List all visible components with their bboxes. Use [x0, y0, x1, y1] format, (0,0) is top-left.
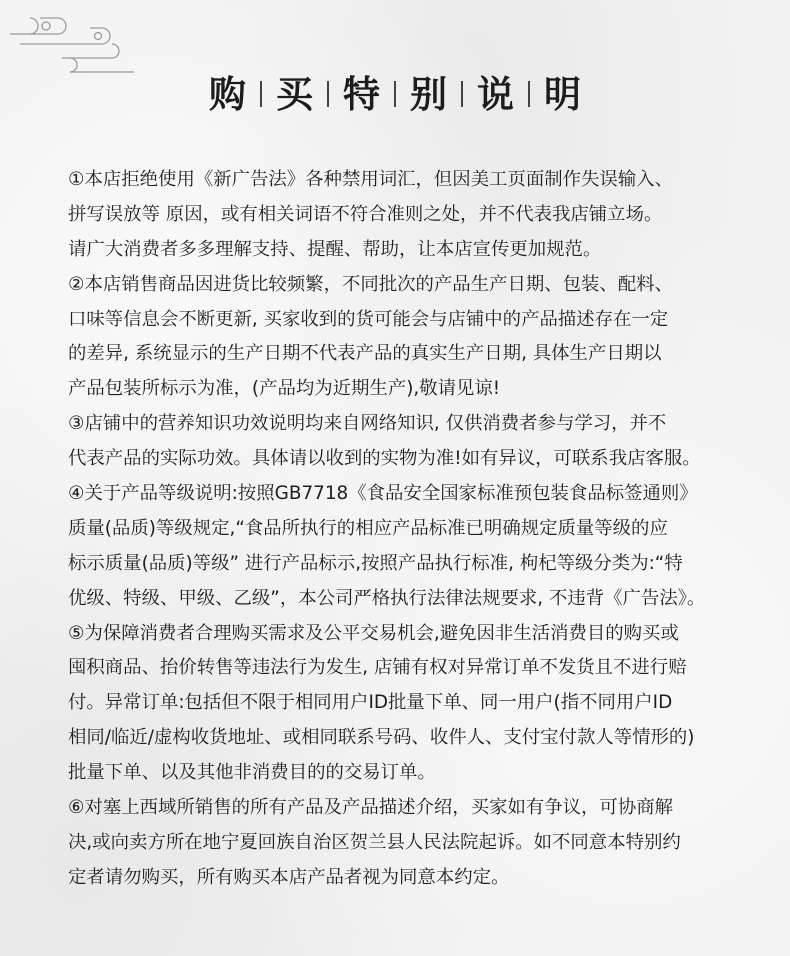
title-separator: [528, 81, 530, 107]
notice-line: 囤积商品、抬价转售等违法行为发生, 店铺有权对异常订单不发货且不进行赔: [68, 657, 687, 679]
notice-line: 决,或向卖方所在地宁夏回族自治区贺兰县人民法院起诉。如不同意本特别约: [68, 831, 681, 853]
notice-line: ⑥对塞上西域所销售的所有产品及产品描述介绍，买家如有争议，可协商解: [68, 797, 673, 819]
notice-line: 拼写误放等 原因，或有相关词语不符合准则之处，并不代表我店铺立场。: [68, 203, 663, 225]
notice-line: 标示质量(品质)等级” 进行产品标示,按照产品执行标准, 枸杞等级分类为:“特: [68, 552, 683, 574]
title-char: 说: [477, 72, 514, 116]
notice-line: 质量(品质)等级规定,“食品所执行的相应产品标准已明确规定质量等级的应: [68, 517, 668, 539]
title-char: 别: [410, 72, 447, 116]
notice-line: 定者请勿购买，所有购买本店产品者视为同意本约定。: [68, 866, 510, 888]
title-char: 明: [544, 72, 581, 116]
title-separator: [260, 81, 262, 107]
notice-line: 的差异, 系统显示的生产日期不代表产品的真实生产日期, 具体生产日期以: [68, 343, 662, 365]
notice-line: ⑤为保障消费者合理购买需求及公平交易机会,避免因非生活消费目的购买或: [68, 622, 679, 644]
title-char: 特: [343, 72, 380, 116]
title-separator: [394, 81, 396, 107]
page-title: [0, 64, 790, 124]
title-char: 购: [209, 72, 246, 116]
notice-line: 相同/临近/虚构收货地址、或相同联系号码、收件人、支付宝付款人等情形的): [68, 727, 695, 749]
notice-line: ②本店销售商品因进货比较频繁，不同批次的产品生产日期、包装、配料、: [68, 273, 673, 295]
notice-line: 付。异常订单:包括但不限于相同用户ID批量下单、同一用户(指不同用户ID: [68, 692, 673, 714]
notice-line: 请广大消费者多多理解支持、提醒、帮助，让本店宣传更加规范。: [68, 238, 602, 260]
notice-line: 代表产品的实际功效。具体请以收到的实物为准!如有异议，可联系我店客服。: [68, 448, 701, 470]
notice-line: 口味等信息会不断更新, 买家收到的货可能会与店铺中的产品描述存在一定: [68, 308, 669, 330]
title-separator: [461, 81, 463, 107]
notice-line: ④关于产品等级说明:按照GB7718《食品安全国家标准预包装食品标签通则》: [68, 483, 698, 505]
notice-line: ③店铺中的营养知识功效说明均来自网络知识, 仅供消费者参与学习，并不: [68, 413, 667, 435]
notice-line: 产品包装所标示为准，(产品均为近期生产),敬请见谅!: [68, 378, 501, 400]
notice-line: 优级、特级、甲级、乙级”，本公司严格执行法律法规要求, 不违背《广告法》。: [68, 587, 706, 609]
purchase-notice-body: [68, 163, 728, 896]
title-separator: [327, 81, 329, 107]
notice-line: 批量下单、以及其他非消费目的的交易订单。: [68, 762, 436, 784]
title-char: 买: [276, 72, 313, 116]
notice-line: ①本店拒绝使用《新广告法》各种禁用词汇，但因美工页面制作失误输入、: [68, 169, 673, 190]
